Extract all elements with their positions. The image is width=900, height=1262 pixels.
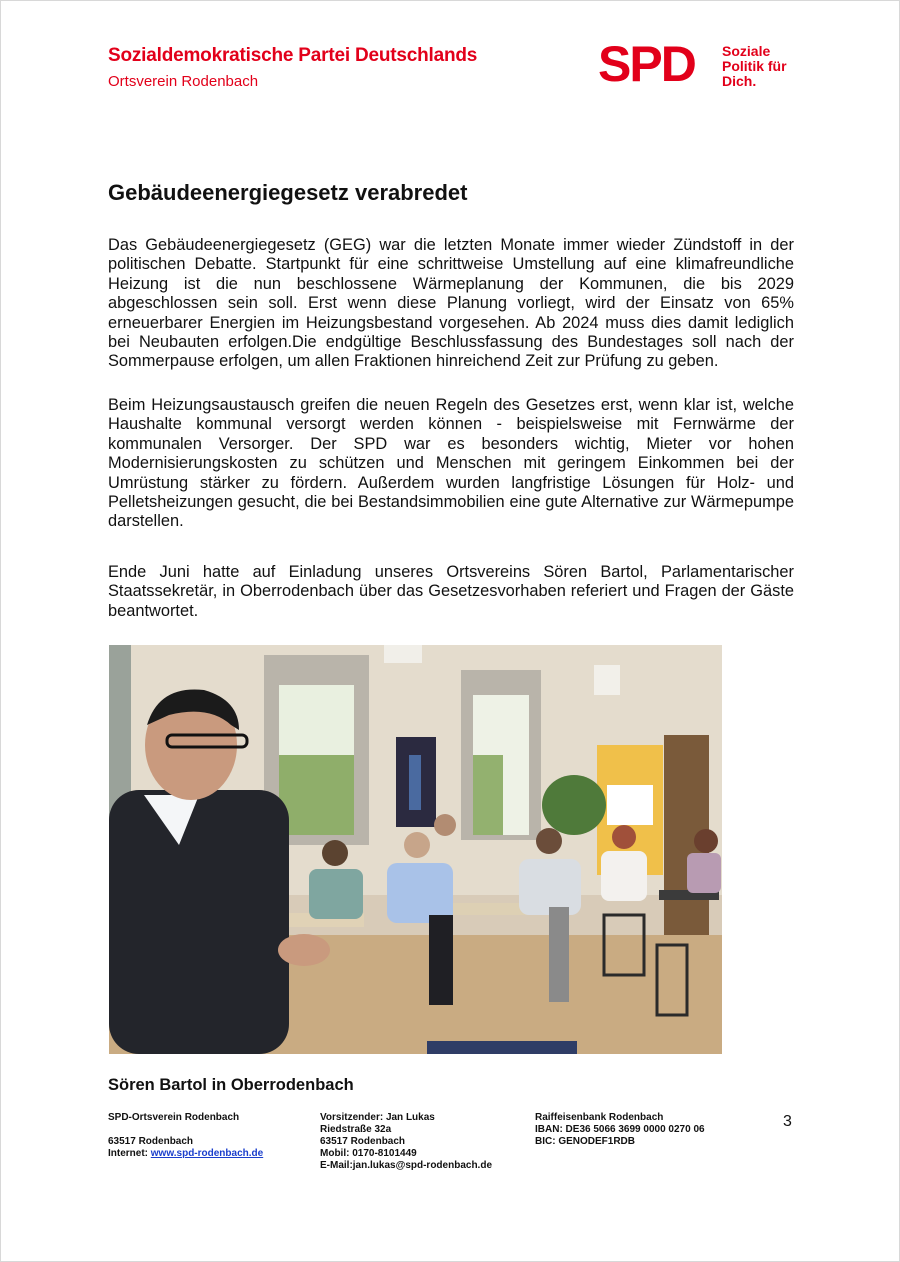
article-paragraph: Beim Heizungsaustausch greifen die neuen Regeln des Gesetzes erst, wenn klar ist, welche Haushalte kommunal versorgt werden können - beispielsweise mit Fernwärme der kommunalen Versorger. Der SPD war es besonders wichtig, Mieter vor hohen Modernisierungskosten zu schützen und Menschen mit geringem Einkommen bei der Umrüstung stärker zu fördern. Außerdem wurden langfristige Lösungen für Holz- und Pelletsheizungen gesucht, die bei Bestandsimmobilien eine gute Alternative zur Wärmepumpe darstellen.: [108, 396, 794, 531]
photo-caption: Sören Bartol in Oberrodenbach: [108, 1076, 354, 1094]
spd-slogan: [722, 44, 808, 89]
footer-iban: IBAN: DE36 5066 3699 0000 0270 06: [535, 1124, 705, 1135]
footer-chair-city: 63517 Rodenbach: [320, 1136, 406, 1147]
footer-org-column: [108, 1112, 263, 1160]
local-branch: Ortsverein Rodenbach: [108, 73, 259, 90]
footer-internet-label: Internet:: [108, 1148, 151, 1159]
website-link[interactable]: www.spd-rodenbach.de: [150, 1148, 264, 1159]
footer-mobile: Mobil: 0170-8101449: [320, 1148, 417, 1159]
slogan-line: Dich.: [722, 73, 757, 89]
footer-org-name: SPD-Ortsverein Rodenbach: [108, 1112, 240, 1123]
footer-chair: Vorsitzender: Jan Lukas: [320, 1112, 435, 1123]
footer-street: Riedstraße 32a: [320, 1124, 392, 1135]
event-photo-illustration: [109, 645, 722, 1054]
footer-chair-column: [320, 1112, 492, 1172]
footer-org-city: 63517 Rodenbach: [108, 1136, 194, 1147]
footer-internet: [108, 1148, 263, 1160]
spd-logo-text: SPD: [598, 36, 695, 92]
article-title: Gebäudeenergiegesetz verabredet: [108, 180, 468, 205]
slogan-line: Politik für: [722, 58, 787, 74]
article-paragraph: Ende Juni hatte auf Einladung unseres Ortsvereins Sören Bartol, Parlamentarischer Staatssekretär, in Oberrodenbach über das Gesetzesvorhaben referiert und Fragen der Gäste beantwortet.: [108, 563, 794, 620]
slogan-line: Soziale: [722, 43, 771, 59]
page-number: 3: [783, 1113, 792, 1130]
footer-bic: BIC: GENODEF1RDB: [535, 1136, 636, 1147]
event-photo: [109, 645, 722, 1054]
article-paragraph: Das Gebäudeenergiegesetz (GEG) war die letzten Monate immer wieder Zündstoff in der politischen Debatte. Startpunkt für eine schrittweise Umstellung auf eine klimafreundliche Heizung ist die nun beschlossene Wärmeplanung der Kommunen, die bis 2029 abgeschlossen sein soll. Erst wenn diese Planung vorliegt, wird der Einsatz von 65% erneuerbarer Energien im Heizungsbestand vorgesehen. Ab 2024 muss dies damit lediglich bei Neubauten erfolgen.Die endgültige Beschlussfassung des Bundestages soll nach der Sommerpause erfolgen, um allen Fraktionen hinreichend Zeit zur Prüfung zu geben.: [108, 236, 794, 371]
party-name: Sozialdemokratische Partei Deutschlands: [108, 45, 478, 66]
footer-bank: Raiffeisenbank Rodenbach: [535, 1112, 664, 1123]
spd-logo: [598, 36, 808, 94]
footer-email: E-Mail:jan.lukas@spd-rodenbach.de: [320, 1160, 493, 1171]
footer-bank-column: [535, 1112, 705, 1148]
